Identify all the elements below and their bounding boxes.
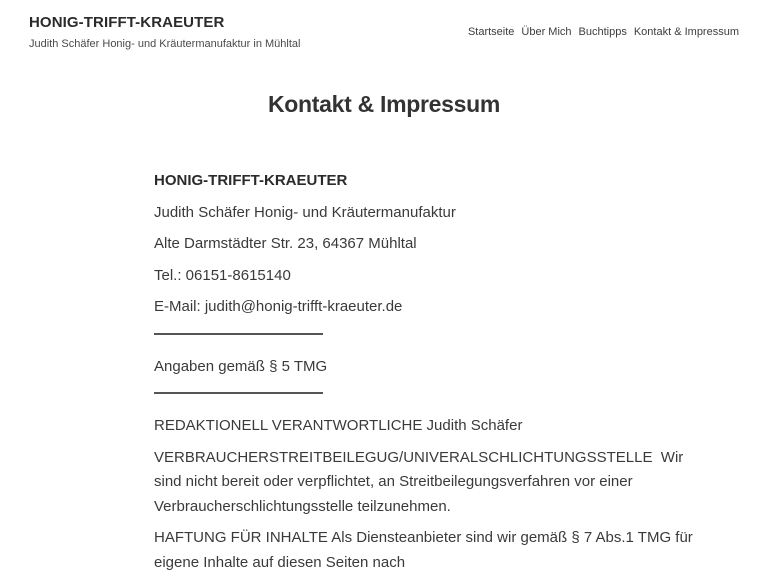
liability-content [154, 526, 714, 575]
separator-line [154, 333, 323, 335]
address: Alte Darmstädter Str. 23, 64367 Mühltal [154, 235, 417, 252]
dispute-resolution [154, 446, 714, 520]
page-title: Kontakt & Impressum [267, 91, 500, 117]
liability-heading: HAFTUNG FÜR INHALTE [154, 529, 328, 546]
phone: Tel.: 06151-8615140 [154, 266, 291, 284]
site-title-link[interactable]: HONIG-TRIFFT-KRAEUTER [29, 14, 225, 31]
nav-item-startseite[interactable]: Startseite [467, 26, 515, 38]
tmg-note: Angaben gemäß § 5 TMG [154, 357, 328, 375]
site-tagline: Judith Schäfer Honig- und Kräutermanufaktur in Mühltal [29, 38, 301, 50]
company-name: HONIG-TRIFFT-KRAEUTER [154, 172, 348, 189]
liability-text: Als Diensteanbieter sind wir gemäß § 7 Abs.1 TMG für eigene Inhalte auf diesen Seiten nach [154, 529, 693, 571]
responsible-editor: REDAKTIONELL VERANTWORTLICHE Judith Schäfer [154, 417, 523, 434]
business-name: Judith Schäfer Honig- und Kräutermanufaktur [154, 203, 456, 221]
nav-item-kontakt-impressum[interactable]: Kontakt & Impressum [633, 26, 739, 38]
email-label: E-Mail: [154, 298, 205, 315]
site-header [0, 0, 768, 70]
separator-line [154, 392, 323, 394]
impressum-content [154, 169, 714, 582]
dispute-heading: VERBRAUCHERSTREITBEILEGUG/UNIVERALSCHLICHTUNGSSTELLE [154, 448, 653, 466]
nav-item-buchtipps[interactable]: Buchtipps [578, 26, 627, 38]
nav-item-ueber-mich[interactable]: Über Mich [521, 26, 572, 38]
email-link[interactable]: judith@honig-trifft-kraeuter.de [204, 298, 403, 315]
email-line [154, 295, 714, 320]
dispute-text: Wir sind nicht bereit oder verpflichtet, an Streitbeilegungsverfahren vor einer Verbraucherschlichtungsstelle teilzunehmen. [154, 448, 684, 515]
main-navigation [468, 26, 739, 38]
